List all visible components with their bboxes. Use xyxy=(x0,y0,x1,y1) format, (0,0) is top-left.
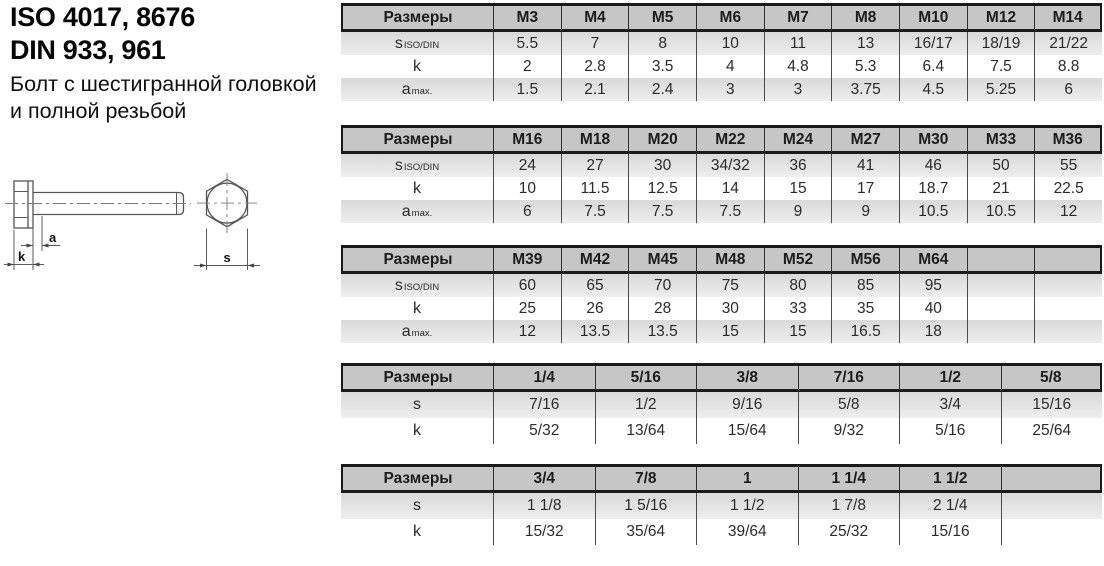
column-header: M18 xyxy=(561,128,629,154)
value-cell: 21/22 xyxy=(1034,32,1102,55)
standard-iso-title: ISO 4017, 8676 xyxy=(10,2,195,32)
value-cell: 5.5 xyxy=(493,32,561,55)
table-header-label: Размеры xyxy=(341,128,493,154)
column-header: M3 xyxy=(493,6,561,32)
value-cell: 95 xyxy=(899,274,967,297)
dimension-table-3 xyxy=(341,245,1102,343)
value-cell xyxy=(967,297,1035,320)
row-label: s xyxy=(341,392,493,418)
row-label: s ISO/DIN xyxy=(341,32,493,55)
column-header: M10 xyxy=(899,6,967,32)
value-cell: 13 xyxy=(831,32,899,55)
value-cell: 34/32 xyxy=(696,154,764,177)
column-header: M56 xyxy=(831,248,899,274)
value-cell: 27 xyxy=(561,154,629,177)
value-cell: 8 xyxy=(628,32,696,55)
column-header xyxy=(967,248,1035,274)
value-cell: 2.4 xyxy=(628,78,696,101)
value-cell: 9 xyxy=(764,200,832,223)
column-header: M12 xyxy=(967,6,1035,32)
value-cell: 4.5 xyxy=(899,78,967,101)
value-cell: 6 xyxy=(493,200,561,223)
value-cell: 16.5 xyxy=(831,320,899,343)
product-description-line2: и полной резьбой xyxy=(10,99,187,123)
value-cell: 3 xyxy=(696,78,764,101)
value-cell xyxy=(1001,519,1103,545)
value-cell xyxy=(967,320,1035,343)
column-header: 5/8 xyxy=(1001,366,1103,392)
value-cell: 11.5 xyxy=(561,177,629,200)
dimension-k xyxy=(4,249,44,267)
row-label: k xyxy=(413,299,421,317)
value-cell: 15/16 xyxy=(1001,392,1103,418)
value-cell: 65 xyxy=(561,274,629,297)
table-header-label: Размеры xyxy=(341,6,493,32)
bolt-technical-drawing xyxy=(0,160,280,280)
value-cell: 25 xyxy=(493,297,561,320)
value-cell: 85 xyxy=(831,274,899,297)
column-header: M27 xyxy=(831,128,899,154)
row-label: k xyxy=(413,422,421,439)
value-cell: 5/8 xyxy=(798,392,900,418)
dimension-label-k: k xyxy=(18,249,26,264)
value-cell: 11 xyxy=(764,32,832,55)
value-cell: 24 xyxy=(493,154,561,177)
value-cell: 12 xyxy=(1034,200,1102,223)
row-label: a max. xyxy=(341,320,493,343)
value-cell: 1/2 xyxy=(595,392,697,418)
table-header-label: Размеры xyxy=(341,467,493,493)
column-header: M42 xyxy=(561,248,629,274)
value-cell: 18/19 xyxy=(967,32,1035,55)
column-header: 7/8 xyxy=(595,467,697,493)
column-header: 7/16 xyxy=(798,366,900,392)
row-label: k xyxy=(413,57,421,75)
value-cell: 15/16 xyxy=(899,519,1001,545)
value-cell: 10.5 xyxy=(899,200,967,223)
table-header-label: Размеры xyxy=(341,366,493,392)
value-cell: 5.3 xyxy=(831,55,899,78)
dimension-label-s: s xyxy=(223,250,231,265)
dimension-a xyxy=(21,230,60,248)
column-header: M33 xyxy=(967,128,1035,154)
column-header: 3/4 xyxy=(493,467,595,493)
value-cell: 15 xyxy=(696,320,764,343)
value-cell: 1 5/16 xyxy=(595,493,697,519)
value-cell xyxy=(1034,320,1102,343)
value-cell: 1 7/8 xyxy=(798,493,900,519)
value-cell: 18 xyxy=(899,320,967,343)
value-cell: 4.8 xyxy=(764,55,832,78)
value-cell: 10.5 xyxy=(967,200,1035,223)
column-header: M30 xyxy=(899,128,967,154)
value-cell: 50 xyxy=(967,154,1035,177)
row-label: k xyxy=(413,523,421,540)
value-cell: 28 xyxy=(628,297,696,320)
column-header: 1/4 xyxy=(493,366,595,392)
row-label: s ISO/DIN xyxy=(341,154,493,177)
value-cell: 10 xyxy=(696,32,764,55)
value-cell: 10 xyxy=(493,177,561,200)
value-cell: 18.7 xyxy=(899,177,967,200)
bolt-end-view xyxy=(194,173,260,270)
table-header-label: Размеры xyxy=(341,248,493,274)
column-header: M5 xyxy=(628,6,696,32)
column-header: M4 xyxy=(561,6,629,32)
value-cell: 5/16 xyxy=(899,418,1001,444)
column-header: 1 1/2 xyxy=(899,467,1001,493)
column-header: M20 xyxy=(628,128,696,154)
column-header: M39 xyxy=(493,248,561,274)
value-cell: 15/64 xyxy=(696,418,798,444)
value-cell: 26 xyxy=(561,297,629,320)
value-cell xyxy=(1034,297,1102,320)
value-cell: 9 xyxy=(831,200,899,223)
column-header: M36 xyxy=(1034,128,1102,154)
dimension-s xyxy=(194,250,260,268)
value-cell: 6 xyxy=(1034,78,1102,101)
value-cell: 8.8 xyxy=(1034,55,1102,78)
value-cell: 14 xyxy=(696,177,764,200)
value-cell: 15 xyxy=(764,320,832,343)
value-cell: 6.4 xyxy=(899,55,967,78)
value-cell: 75 xyxy=(696,274,764,297)
value-cell: 3 xyxy=(764,78,832,101)
value-cell: 35/64 xyxy=(595,519,697,545)
value-cell: 3.5 xyxy=(628,55,696,78)
value-cell xyxy=(1001,493,1103,519)
value-cell: 13/64 xyxy=(595,418,697,444)
value-cell: 21 xyxy=(967,177,1035,200)
value-cell: 7 xyxy=(561,32,629,55)
value-cell: 25/32 xyxy=(798,519,900,545)
bolt-side-view xyxy=(4,181,191,270)
value-cell: 30 xyxy=(628,154,696,177)
column-header: M8 xyxy=(831,6,899,32)
dimension-table-5 xyxy=(341,464,1102,545)
value-cell: 2.8 xyxy=(561,55,629,78)
value-cell: 16/17 xyxy=(899,32,967,55)
value-cell xyxy=(1034,274,1102,297)
column-header: M64 xyxy=(899,248,967,274)
column-header xyxy=(1001,467,1103,493)
value-cell: 46 xyxy=(899,154,967,177)
value-cell: 9/16 xyxy=(696,392,798,418)
value-cell: 30 xyxy=(696,297,764,320)
value-cell: 5.25 xyxy=(967,78,1035,101)
value-cell: 7.5 xyxy=(628,200,696,223)
column-header xyxy=(1034,248,1102,274)
value-cell: 25/64 xyxy=(1001,418,1103,444)
value-cell: 13.5 xyxy=(561,320,629,343)
value-cell: 60 xyxy=(493,274,561,297)
dimension-table-1 xyxy=(341,3,1102,101)
value-cell: 3/4 xyxy=(899,392,1001,418)
column-header: M6 xyxy=(696,6,764,32)
value-cell: 36 xyxy=(764,154,832,177)
value-cell: 41 xyxy=(831,154,899,177)
dimension-table-2 xyxy=(341,125,1102,223)
title-block xyxy=(10,1,340,125)
value-cell: 33 xyxy=(764,297,832,320)
value-cell: 40 xyxy=(899,297,967,320)
dimension-label-a: a xyxy=(49,230,57,245)
product-description-line1: Болт с шестигранной головкой xyxy=(10,72,317,96)
value-cell: 1 1/2 xyxy=(696,493,798,519)
column-header: M14 xyxy=(1034,6,1102,32)
value-cell xyxy=(967,274,1035,297)
column-header: 3/8 xyxy=(696,366,798,392)
value-cell: 3.75 xyxy=(831,78,899,101)
value-cell: 55 xyxy=(1034,154,1102,177)
row-label: a max. xyxy=(341,78,493,101)
value-cell: 80 xyxy=(764,274,832,297)
column-header: M52 xyxy=(764,248,832,274)
column-header: M22 xyxy=(696,128,764,154)
row-label: a max. xyxy=(341,200,493,223)
column-header: M24 xyxy=(764,128,832,154)
value-cell: 12.5 xyxy=(628,177,696,200)
dimension-table-4 xyxy=(341,363,1102,444)
value-cell: 22.5 xyxy=(1034,177,1102,200)
value-cell: 15 xyxy=(764,177,832,200)
value-cell: 39/64 xyxy=(696,519,798,545)
value-cell: 1 1/8 xyxy=(493,493,595,519)
row-label: s xyxy=(341,493,493,519)
value-cell: 5/32 xyxy=(493,418,595,444)
tables-container xyxy=(341,3,1102,545)
row-label: s ISO/DIN xyxy=(341,274,493,297)
column-header: 1 1/4 xyxy=(798,467,900,493)
value-cell: 2 xyxy=(493,55,561,78)
column-header: M48 xyxy=(696,248,764,274)
column-header: 1/2 xyxy=(899,366,1001,392)
value-cell: 7.5 xyxy=(696,200,764,223)
value-cell: 12 xyxy=(493,320,561,343)
value-cell: 35 xyxy=(831,297,899,320)
value-cell: 2.1 xyxy=(561,78,629,101)
value-cell: 2 1/4 xyxy=(899,493,1001,519)
row-label: k xyxy=(413,179,421,197)
value-cell: 1.5 xyxy=(493,78,561,101)
value-cell: 70 xyxy=(628,274,696,297)
value-cell: 9/32 xyxy=(798,418,900,444)
standard-din-title: DIN 933, 961 xyxy=(10,35,166,65)
value-cell: 7/16 xyxy=(493,392,595,418)
column-header: M16 xyxy=(493,128,561,154)
value-cell: 13.5 xyxy=(628,320,696,343)
value-cell: 15/32 xyxy=(493,519,595,545)
column-header: M45 xyxy=(628,248,696,274)
column-header: 5/16 xyxy=(595,366,697,392)
value-cell: 7.5 xyxy=(561,200,629,223)
value-cell: 4 xyxy=(696,55,764,78)
value-cell: 17 xyxy=(831,177,899,200)
column-header: M7 xyxy=(764,6,832,32)
column-header: 1 xyxy=(696,467,798,493)
value-cell: 7.5 xyxy=(967,55,1035,78)
